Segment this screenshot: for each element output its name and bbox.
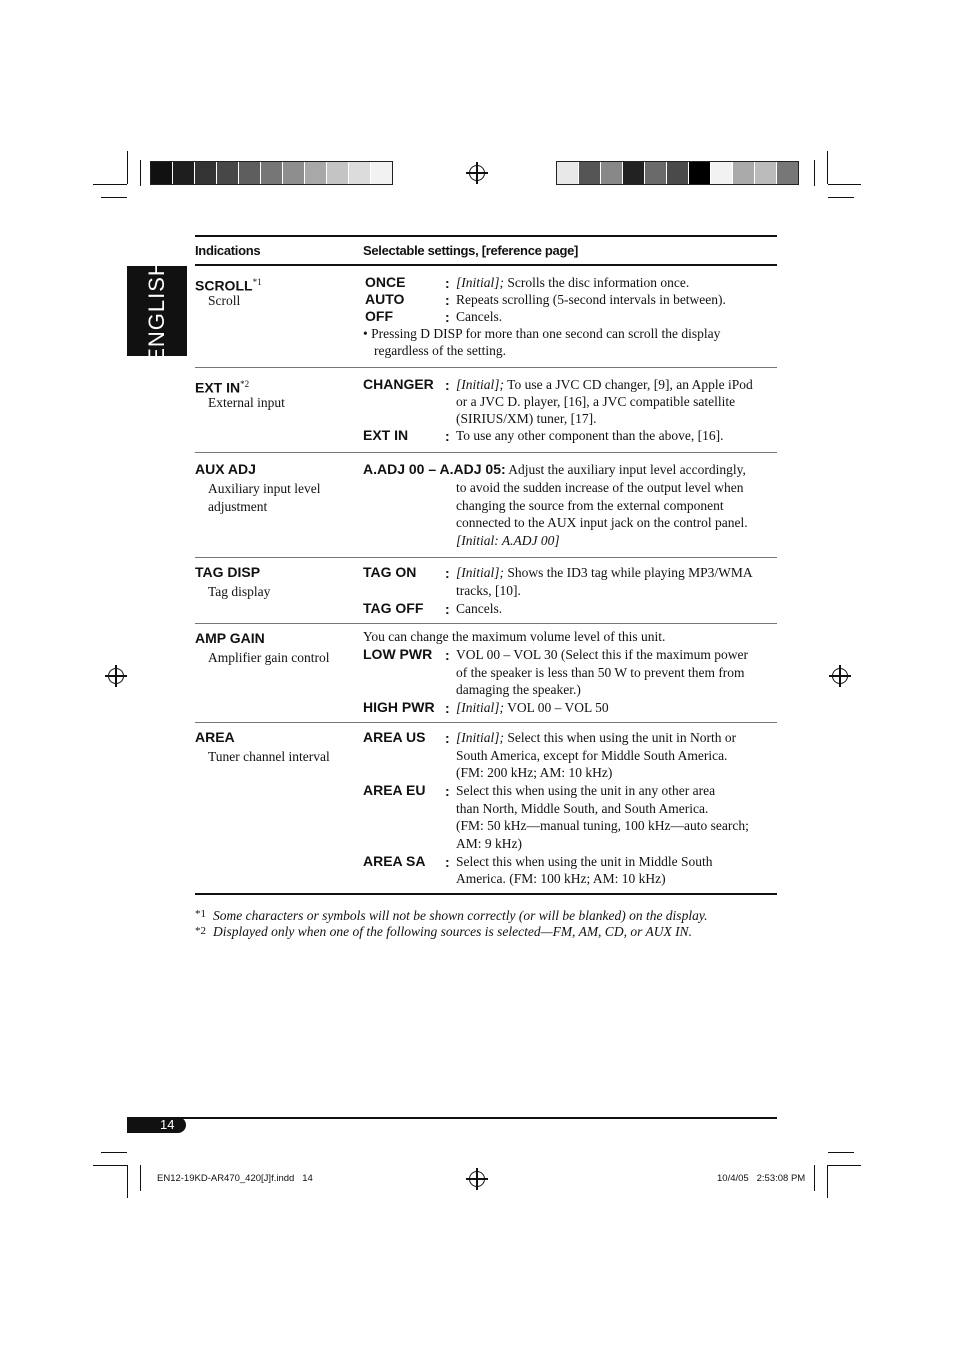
opt-extin-text: To use any other component than the above, [16].: [456, 428, 724, 443]
colon: :: [445, 275, 450, 291]
opt-once-text: [Initial]; Scrolls the disc information once.: [456, 275, 690, 290]
gray-bar-right: [556, 161, 799, 185]
crop-mark: [828, 1165, 861, 1166]
opt-extin: EXT IN: [363, 427, 409, 443]
opt-high-pwr: HIGH PWR: [363, 699, 435, 715]
opt-area-sa-text: Select this when using the unit in Middle South: [456, 854, 713, 869]
footnote-2: Displayed only when one of the following sources is selected—FM, AM, CD, or AUX IN.: [213, 924, 692, 939]
registration-mark: [108, 668, 124, 684]
opt-low-pwr-text: VOL 00 – VOL 30 (Select this if the maximum power: [456, 647, 748, 662]
opt-changer-text: [Initial]; To use a JVC CD changer, [9], an Apple iPod: [456, 377, 753, 392]
colon: :: [445, 700, 450, 716]
crop-mark: [127, 1165, 128, 1198]
row-divider: [195, 557, 777, 558]
crop-mark: [127, 151, 128, 184]
row-amp-name: AMP GAIN: [195, 630, 265, 646]
row-area-desc: Tuner channel interval: [208, 749, 330, 764]
opt-area-eu-text-3: (FM: 50 kHz—manual tuning, 100 kHz—auto search;: [456, 818, 749, 833]
colon: :: [445, 377, 450, 393]
opt-tag-on-text: [Initial]; Shows the ID3 tag while playing MP3/WMA: [456, 565, 753, 580]
row-aux-name: AUX ADJ: [195, 461, 256, 477]
crop-mark: [828, 197, 854, 198]
opt-area-us-text-2: South America, except for Middle South America.: [456, 748, 728, 763]
amp-intro: You can change the maximum volume level of this unit.: [363, 629, 666, 644]
scroll-note-cont: regardless of the setting.: [374, 343, 506, 358]
opt-area-sa-text-2: America. (FM: 100 kHz; AM: 10 kHz): [456, 871, 666, 886]
opt-aadj-text-2: to avoid the sudden increase of the output level when: [456, 480, 744, 495]
registration-mark: [469, 165, 485, 181]
crop-mark: [101, 1152, 127, 1153]
row-extin-desc: External input: [208, 395, 285, 410]
opt-high-pwr-text: [Initial]; VOL 00 – VOL 50: [456, 700, 609, 715]
crop-mark: [827, 1165, 828, 1198]
opt-tag-on: TAG ON: [363, 564, 417, 580]
row-divider: [195, 722, 777, 723]
row-scroll-name: SCROLL$^{*1}$: [195, 277, 262, 294]
scroll-note: • Pressing D DISP for more than one second can scroll the display: [363, 326, 721, 341]
table-header-rule: [195, 264, 777, 266]
colon: :: [445, 565, 450, 581]
crop-mark: [93, 1165, 127, 1166]
row-tag-name: TAG DISP: [195, 564, 261, 580]
print-date-info: 10/4/05 2:53:08 PM: [717, 1173, 806, 1184]
opt-area-us: AREA US: [363, 729, 426, 745]
opt-aadj-text-5: [Initial: A.ADJ 00]: [456, 533, 560, 548]
opt-area-us-text: [Initial]; Select this when using the unit in North or: [456, 730, 737, 745]
colon: :: [445, 730, 450, 746]
crop-mark: [93, 184, 127, 185]
opt-changer-text-2: or a JVC D. player, [16], a JVC compatible satellite: [456, 394, 736, 409]
crop-mark: [101, 197, 127, 198]
row-aux-desc-2: adjustment: [208, 499, 268, 514]
page-number: 14: [160, 1117, 175, 1132]
opt-aadj-text-3: changing the source from the external component: [456, 498, 724, 513]
opt-off: OFF: [365, 308, 393, 324]
page-number-tab: [127, 1117, 186, 1133]
gray-bar-left: [150, 161, 393, 185]
crop-mark: [827, 151, 828, 184]
row-divider: [195, 452, 777, 453]
colon: :: [445, 292, 450, 308]
footnote-mark-1: *1: [195, 908, 206, 920]
opt-low-pwr: LOW PWR: [363, 646, 433, 662]
opt-changer: CHANGER: [363, 376, 434, 392]
crop-mark: [140, 1165, 141, 1191]
opt-tag-off-text: Cancels.: [456, 601, 503, 616]
opt-auto: AUTO: [365, 291, 405, 307]
footnote-mark-2: *2: [195, 925, 206, 937]
opt-aadj-text-4: connected to the AUX input jack on the control panel.: [456, 515, 748, 530]
opt-area-eu-text: Select this when using the unit in any other area: [456, 783, 716, 798]
opt-area-eu: AREA EU: [363, 782, 426, 798]
row-extin-name: EXT IN$^{*2}$: [195, 379, 250, 396]
opt-changer-text-3: (SIRIUS/XM) tuner, [17].: [456, 411, 597, 426]
registration-mark: [469, 1171, 485, 1187]
row-tag-desc: Tag display: [208, 584, 271, 599]
opt-tag-off: TAG OFF: [363, 600, 424, 616]
opt-once: ONCE: [365, 274, 406, 290]
colon: :: [445, 309, 450, 325]
crop-mark: [828, 184, 861, 185]
colon: :: [445, 428, 450, 444]
opt-aadj: A.ADJ 00 – A.ADJ 05: Adjust the auxiliary input level accordingly,: [363, 461, 746, 477]
opt-tag-on-text-2: tracks, [10].: [456, 583, 521, 598]
header-settings: Selectable settings, [reference page]: [363, 243, 579, 258]
row-scroll-desc: Scroll: [208, 293, 241, 308]
registration-mark: [832, 668, 848, 684]
crop-mark: [814, 1165, 815, 1191]
colon: :: [445, 601, 450, 617]
opt-area-eu-text-2: than North, Middle South, and South America.: [456, 801, 709, 816]
footnote-1: Some characters or symbols will not be shown correctly (or will be blanked) on the display.: [213, 908, 708, 923]
opt-area-eu-text-4: AM: 9 kHz): [456, 836, 522, 851]
colon: :: [445, 783, 450, 799]
header-indications: Indications: [195, 243, 261, 258]
opt-auto-text: Repeats scrolling (5-second intervals in between).: [456, 292, 726, 307]
opt-low-pwr-text-2: of the speaker is less than 50 W to prevent them from: [456, 665, 745, 680]
opt-area-sa: AREA SA: [363, 853, 426, 869]
table-top-rule: [195, 235, 777, 237]
crop-mark: [814, 160, 815, 186]
print-file-info: EN12-19KD-AR470_420[J]f.indd 14: [157, 1173, 313, 1184]
row-divider: [195, 367, 777, 368]
crop-mark: [140, 160, 141, 186]
table-bottom-rule: [195, 893, 777, 895]
row-amp-desc: Amplifier gain control: [208, 650, 330, 665]
colon: :: [445, 647, 450, 663]
language-tab: [127, 259, 187, 363]
colon: :: [445, 854, 450, 870]
opt-area-us-text-3: (FM: 200 kHz; AM: 10 kHz): [456, 765, 613, 780]
row-aux-desc: Auxiliary input level: [208, 481, 321, 496]
crop-mark: [828, 1152, 854, 1153]
language-tab-label: ENGLISH: [144, 259, 169, 363]
opt-off-text: Cancels.: [456, 309, 503, 324]
row-divider: [195, 623, 777, 624]
row-area-name: AREA: [195, 729, 235, 745]
opt-low-pwr-text-3: damaging the speaker.): [456, 682, 581, 697]
footer-rule: [127, 1117, 777, 1119]
